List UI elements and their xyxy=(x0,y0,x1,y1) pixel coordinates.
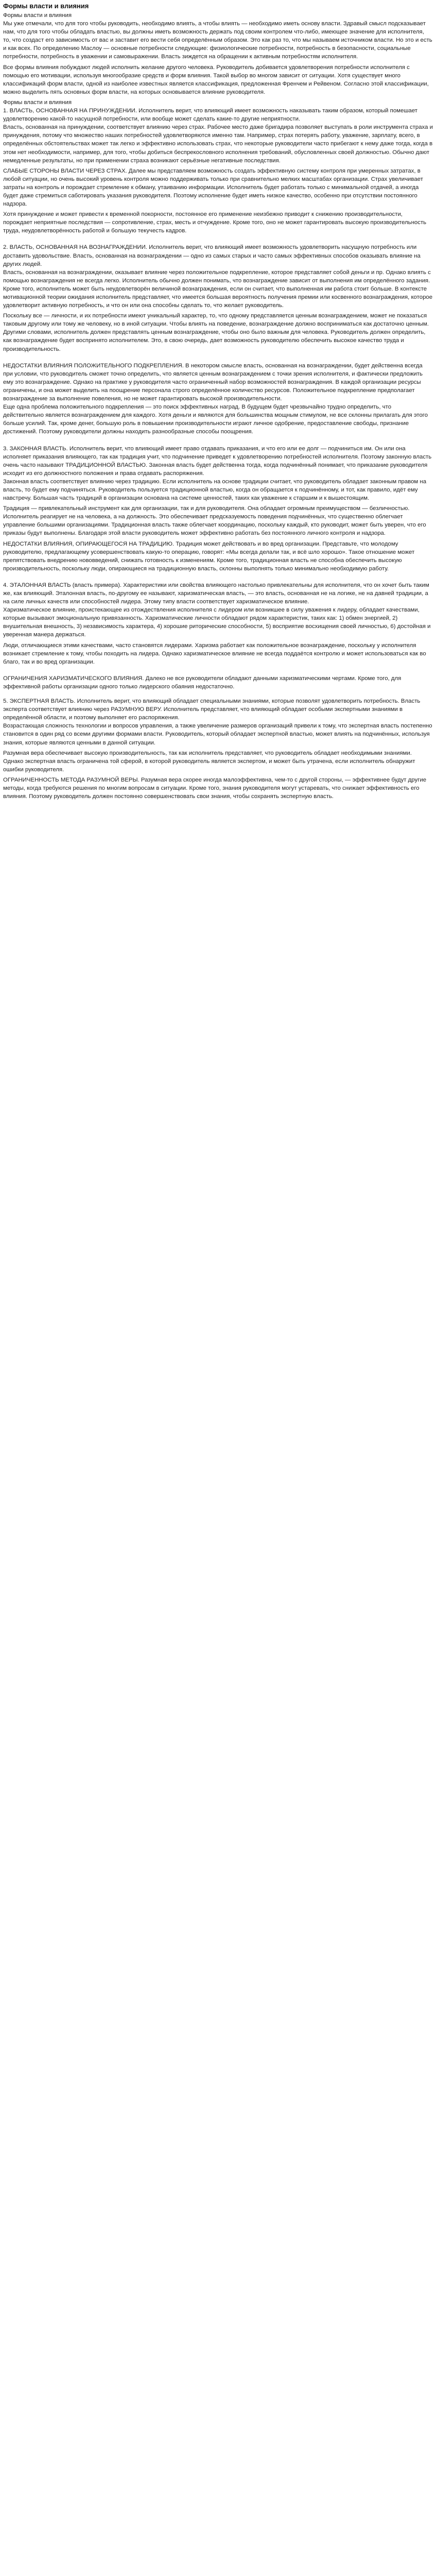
page-title: Формы власти и влияния xyxy=(3,2,89,10)
section-spacer xyxy=(3,803,433,809)
article-body xyxy=(3,107,433,809)
section-heading: 1. ВЛАСТЬ, ОСНОВАННАЯ НА ПРИНУЖДЕНИИ. Исполнитель верит, что влияющий имеет возможность наказывать таким образом, который помешает удовлетворению какой-то насущной потребности, или вообще может сделать какие-то другие неприятности. xyxy=(3,108,417,123)
section-paragraph: НЕДОСТАТКИ ВЛИЯНИЯ, ОПИРАЮЩЕГОСЯ НА ТРАДИЦИЮ. Традиция может действовать и во вред организации. Представьте, что молодому руководителю, предлагающему усовершенствовать какую-то операцию, говорят: «Мы всегда делали так, и всё шло хорошо». Такое отношение может препятствовать внедрению нововведений, снижать готовность к изменениям. Кроме того, традиционная власть не способна обеспечить высокую производительность, поскольку люди, опирающиеся на традиционную власть, склонны выполнять только минимально необходимую работу. xyxy=(3,540,415,572)
section-paragraph: ОГРАНИЧЕННОСТЬ МЕТОДА РАЗУМНОЙ ВЕРЫ. Разумная вера скорее иногда малоэффективна, чем-то с другой стороны, — эффективнее будут другие методы, когда требуются решения по многим вопросам в ситуации. Кроме того, знания руководителя могут устаревать, что снижает эффективность его влияния. Поэтому руководитель должен постоянно совершенствовать свои знания, чтобы сохранять экспертную власть. xyxy=(3,776,427,800)
article-section xyxy=(3,697,433,809)
section-paragraph: Еще одна проблема положительного подкрепления — это поиск эффективных наград. В будущем будет чрезвычайно трудно определить, что действительно является вознаграждением для каждого. Хотя деньги и являются для большинства мощным стимулом, не все склонны прилагать для этого больше усилий. Так, кроме денег, большую роль в повышении производительности играют личное одобрение, предоставление свободы, признание достижений. Поэтому руководители должны находить разнообразные способы поощрения. xyxy=(3,404,428,435)
intro-paragraph: Мы уже отмечали, что для того чтобы руководить, необходимо влиять, а чтобы влиять — необходимо иметь основу власти. Здравый смысл подсказывает нам, что для того чтобы обладать властью, вы должны иметь возможность держать под своим контролем что-либо, имеющее значение для исполнителя, то, что создаст его зависимость от вас и заставит его вести себя определённым образом. Это как раз то, что мы называем источником власти. Но это и есть и как всех. По определению Маслоу — основные потребности следующие: физиологические потребности, потребность в безопасности, социальные потребности, потребность в уважении и самовыражении. Власть зиждется на обращении к активным потребностям исполнителя. xyxy=(3,21,432,60)
section-spacer xyxy=(3,438,433,445)
section-paragraph: Хотя принуждение и может привести к временной покорности, постоянное его применение неизбежно приводит к снижению производительности, порождает неприятные последствия — сопротивление, страх, месть и отчуждение. Кроме того, оно не может гарантировать высокую производительность труда, неудовлетворённость работой и большую текучесть кадров. xyxy=(3,211,427,234)
article-section xyxy=(3,674,433,697)
section-paragraph: Власть, основанная на вознаграждении, оказывает влияние через положительное подкрепление, которое представляет собой деньги и пр. Однако влиять с помощью вознаграждения не всегда легко. Исполнитель обычно должен понимать, что вознаграждение зависит от выполнения им определённого задания. Кроме того, исполнитель может быть неудовлетворён величиной вознаграждения, если он считает, что выполненная им работа стоит больше. В контексте мотивационной теории ожидания исполнитель представляет, что имеется большая вероятность получения премии или косвенного вознаграждения, которое удовлетворит активную потребность, и что он или она способны сделать то, что желает руководитель. xyxy=(3,269,433,309)
section-heading: 5. ЭКСПЕРТНАЯ ВЛАСТЬ. Исполнитель верит, что влияющий обладает специальными знаниями, которые позволят удовлетворить потребность. Власть эксперта соответствует влиянию через РАЗУМНУЮ ВЕРУ. Исполнитель представляет, что влияющий обладает особыми экспертными знаниями в определённой области, и поэтому выполняет его распоряжения. xyxy=(3,698,421,721)
section-paragraph: СЛАБЫЕ СТОРОНЫ ВЛАСТИ ЧЕРЕЗ СТРАХ. Далее мы представляем возможность создать эффективную систему контроля при умеренных затратах, в любой ситуации, но очень высокий уровень контроля можно поддерживать только при сравнительно мелких масштабах организации. Страх увеличивает затраты на контроль и порождает стремление к обману, утаиванию информации. Исполнитель будет работать только с минимальной отдачей, а иногда будет даже стремиться саботировать указания руководителя. Поэтому исполнение будет иметь низкое качество, особенно при отсутствии постоянного надзора. xyxy=(3,167,423,208)
section-paragraph: Поскольку все — личности, и их потребности имеют уникальный характер, то, что одному представляется ценным вознаграждением, может не показаться таковым другому или тому же человеку, но в иной ситуации. Чтобы влиять на поведение, вознаграждение должно восприниматься как достаточно ценным. Другими словами, исполнитель должен представлять ценным вознаграждение, чтобы оно было важным для человека. Руководитель должен определить, как вознаграждение будет воспринято исполнителем. Это, в свою очередь, дает возможность руководителю обеспечить высокое качество труда и производительность. xyxy=(3,313,429,352)
section-spacer xyxy=(3,355,433,362)
section-heading: 3. ЗАКОННАЯ ВЛАСТЬ. Исполнитель верит, что влияющий имеет право отдавать приказания, и что его или ее долг — подчиниться им. Он или она исполняет приказания влияющего, так как традиция учит, что подчинение приведет к удовлетворению потребностей исполнителя. Поэтому законную власть очень часто называют ТРАДИЦИОННОЙ ВЛАСТЬЮ. Законная власть будет действенна тогда, когда подчинённый понимает, что приказание руководителя исходит из его должностного положения и права отдавать распоряжения. xyxy=(3,445,432,477)
section-paragraph: Возрастающая сложность технологии и вопросов управления, а также увеличение размеров организаций привели к тому, что экспертная власть постепенно становится в один ряд со всеми другими формами власти. Руководитель, который обладает экспертной властью, может влиять на подчинённых, используя знания, которые являются ценными в данной ситуации. xyxy=(3,723,432,746)
section-spacer xyxy=(3,691,433,697)
article-section xyxy=(3,581,433,674)
section-spacer xyxy=(3,575,433,581)
section-paragraph: Люди, отличающиеся этими качествами, часто становятся лидерами. Харизма работает как положительное вознаграждение, поскольку у исполнителя возникает стремление к тому, чтобы походить на лидера. Однако харизматическое влияние не всегда поддаётся контролю и может использоваться как во благо, так и во вред организации. xyxy=(3,642,426,665)
section-paragraph: Власть, основанная на принуждении, соответствует влиянию через страх. Рабочее место даже бригадира позволяет выступать в роли инструмента страха и принуждения, потому что множество наших потребностей удовлетворяются именно там. Например, страх потерять работу, уважение, зарплату, всего, в определённых обстоятельствах может так легко и эффективно использовать страх, что некоторые руководители часто прибегают к нему даже тогда, когда в этом нет необходимости, например, для того, чтобы добиться беспрекословного исполнения требований, обусловленных своей должностью. Обычно дают немедленные результаты, но при применении страха возникают серьёзные негативные последствия. xyxy=(3,124,433,164)
section-heading: 2. ВЛАСТЬ, ОСНОВАННАЯ НА ВОЗНАГРАЖДЕНИИ. Исполнитель верит, что влияющий имеет возможность удовлетворить насущную потребность или доставить удовольствие. Власть, основанная на вознаграждении — одно из самых старых и часто самых эффективных способов оказывать влияние на других людей. xyxy=(3,244,421,267)
forms-header: Формы власти и влияния xyxy=(3,99,72,106)
section-paragraph: Разумная вера обеспечивает высокую производительность, так как исполнитель представляет, что руководитель обладает необходимыми знаниями. Однако экспертная власть ограничена той сферой, в которой руководитель является экспертом, и может быть утрачена, если исполнитель обнаружит ошибки руководителя. xyxy=(3,750,415,773)
article-section xyxy=(3,243,433,361)
section-spacer xyxy=(3,237,433,243)
page-subtitle: Формы власти и влияния xyxy=(3,12,72,19)
intro-paragraph: Все формы влияния побуждают людей исполнить желание другого человека. Руководитель добивается удовлетворения потребности исполнителя с помощью его мотивации, используя многообразие средств и форм влияния. Такой выбор во многом зависит от ситуации. Хотя существует много классификаций форм власти, одной из наиболее известных является классификация, предложенная Френчем и Рейвеном. Согласно этой классификации, можно выделить пять основных форм власти, на которых основывается влияние руководителя. xyxy=(3,64,429,95)
section-spacer xyxy=(3,668,433,674)
section-heading: НЕДОСТАТКИ ВЛИЯНИЯ ПОЛОЖИТЕЛЬНОГО ПОДКРЕПЛЕНИЯ. В некотором смысле власть, основанная на вознаграждении, будет действенна всегда при условии, что руководитель сможет точно определить, что является ценным вознаграждением с точки зрения исполнителя, и фактически предложить ему это вознаграждение. Однако на практике у руководителя часто ограниченный набор возможностей вознаграждения. В каждой организации ресурсы ограничены, и она может выделить на поощрение персонала строго определённое количество ресурсов. Положительное подкрепление предполагает вознаграждение за выполнение повеления, но не может гарантировать высокой производительности. xyxy=(3,362,423,402)
section-heading: ОГРАНИЧЕНИЯ ХАРИЗМАТИЧЕСКОГО ВЛИЯНИЯ. Далеко не все руководители обладают данными харизматическими чертами. Кроме того, для эффективной работы организации одного только лидерского обаяния недостаточно. xyxy=(3,675,402,690)
article-section xyxy=(3,107,433,243)
section-paragraph: Традиция — привлекательный инструмент как для организации, так и для руководителя. Она обладает огромным преимуществом — безличностью. Исполнитель реагирует не на человека, а на должность. Это обеспечивает предсказуемость поведения подчинённых, что существенно облегчает управление большими организациями. Традиционная власть также облегчает координацию, поскольку каждый, кто руководит, может быть уверен, что его приказы будут выполнены. Благодаря этой власти руководитель может эффективно работать без постоянного личного контроля и надзора. xyxy=(3,505,426,537)
section-paragraph: Харизматическое влияние, проистекающее из отождествления исполнителя с лидером или возникшее в силу уважения к лидеру, обладает качествами, которые вызывают эмоциональную привязанность. Харизматические личности обладают рядом характеристик, таких как: 1) обмен энергией, 2) внушительная внешность, 3) независимость характера, 4) хорошие риторические способности, 5) восприятие восхищения своей личностью, 6) достойная и уверенная манера держаться. xyxy=(3,607,431,638)
article-section xyxy=(3,362,433,445)
article-section xyxy=(3,445,433,581)
section-heading: 4. ЭТАЛОННАЯ ВЛАСТЬ (власть примера). Характеристики или свойства влияющего настолько привлекательны для исполнителя, что он хочет быть таким же, как влияющий. Эталонная власть, по-другому ее называют, харизматическая власть, — это власть, основанная не на логике, не на давней традиции, а на силе личных качеств или способностей лидера. Этому типу власти соответствует харизматическое влияние. xyxy=(3,582,429,605)
section-paragraph: Законная власть соответствует влиянию через традицию. Если исполнитель на основе традиции считает, что руководитель обладает законным правом на власть, то будет ему подчиняться. Руководитель пользуется традиционной властью, когда он обращается к подчинённому, и тот, как правило, идёт ему навстречу. Большая часть традиций в организации основана на системе ценностей, таких как уважение к старшим и к вышестоящим. xyxy=(3,478,427,502)
